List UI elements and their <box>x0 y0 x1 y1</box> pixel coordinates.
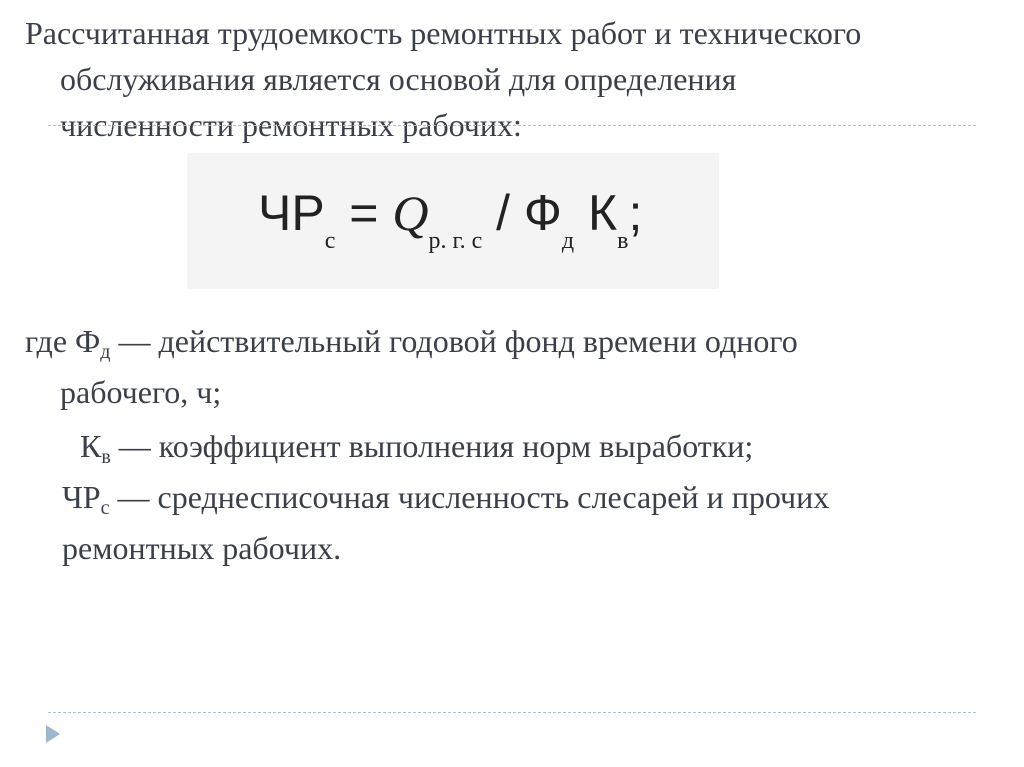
formula-q: Q <box>392 185 429 241</box>
formula-q-sub: р. г. с <box>428 228 483 254</box>
definition-chr-text: — среднесписочная численность слесарей и прочих <box>109 479 830 515</box>
formula-lhs: ЧР <box>258 185 325 241</box>
definition-fd-prefix: где Ф <box>25 323 101 359</box>
definition-fd-line-1 <box>25 318 798 369</box>
intro-line-3: численности ремонтных рабочих: <box>60 107 522 143</box>
definition-kv <box>80 423 753 474</box>
formula-slash: / Ф <box>482 185 562 241</box>
definition-kv-prefix: К <box>80 428 102 464</box>
definition-fd-line-2: рабочего, ч; <box>60 374 222 410</box>
top-divider <box>48 125 976 126</box>
definition-chr-line-2: ремонтных рабочих. <box>62 530 342 566</box>
definition-kv-text: — коэффициент выполнения норм выработки; <box>110 428 754 464</box>
definition-kv-sub: в <box>101 446 111 468</box>
formula-lhs-sub: с <box>324 228 336 254</box>
definition-chr-prefix: ЧР <box>62 479 101 515</box>
definition-chr-sub: с <box>100 497 110 519</box>
definition-chr-line-1 <box>62 474 829 525</box>
formula-equals: = <box>335 185 393 241</box>
play-triangle-icon[interactable] <box>46 725 60 743</box>
definition-fd <box>25 318 798 415</box>
intro-line-2: обслуживания является основой для определения <box>60 61 737 97</box>
formula-k-sub: в <box>617 228 629 254</box>
definition-chr <box>62 474 829 571</box>
definition-fd-text: — действительный годовой фонд времени одного <box>110 323 798 359</box>
intro-paragraph <box>25 10 861 148</box>
definition-fd-sub: д <box>100 341 111 363</box>
formula <box>258 183 642 253</box>
formula-end: ; <box>628 185 643 241</box>
definition-kv-line-1 <box>80 423 753 474</box>
formula-f-sub: д <box>561 228 575 254</box>
formula-k: К <box>574 185 618 241</box>
intro-line-1: Рассчитанная трудоемкость ремонтных работ и технического <box>25 15 862 51</box>
bottom-divider <box>48 712 976 713</box>
